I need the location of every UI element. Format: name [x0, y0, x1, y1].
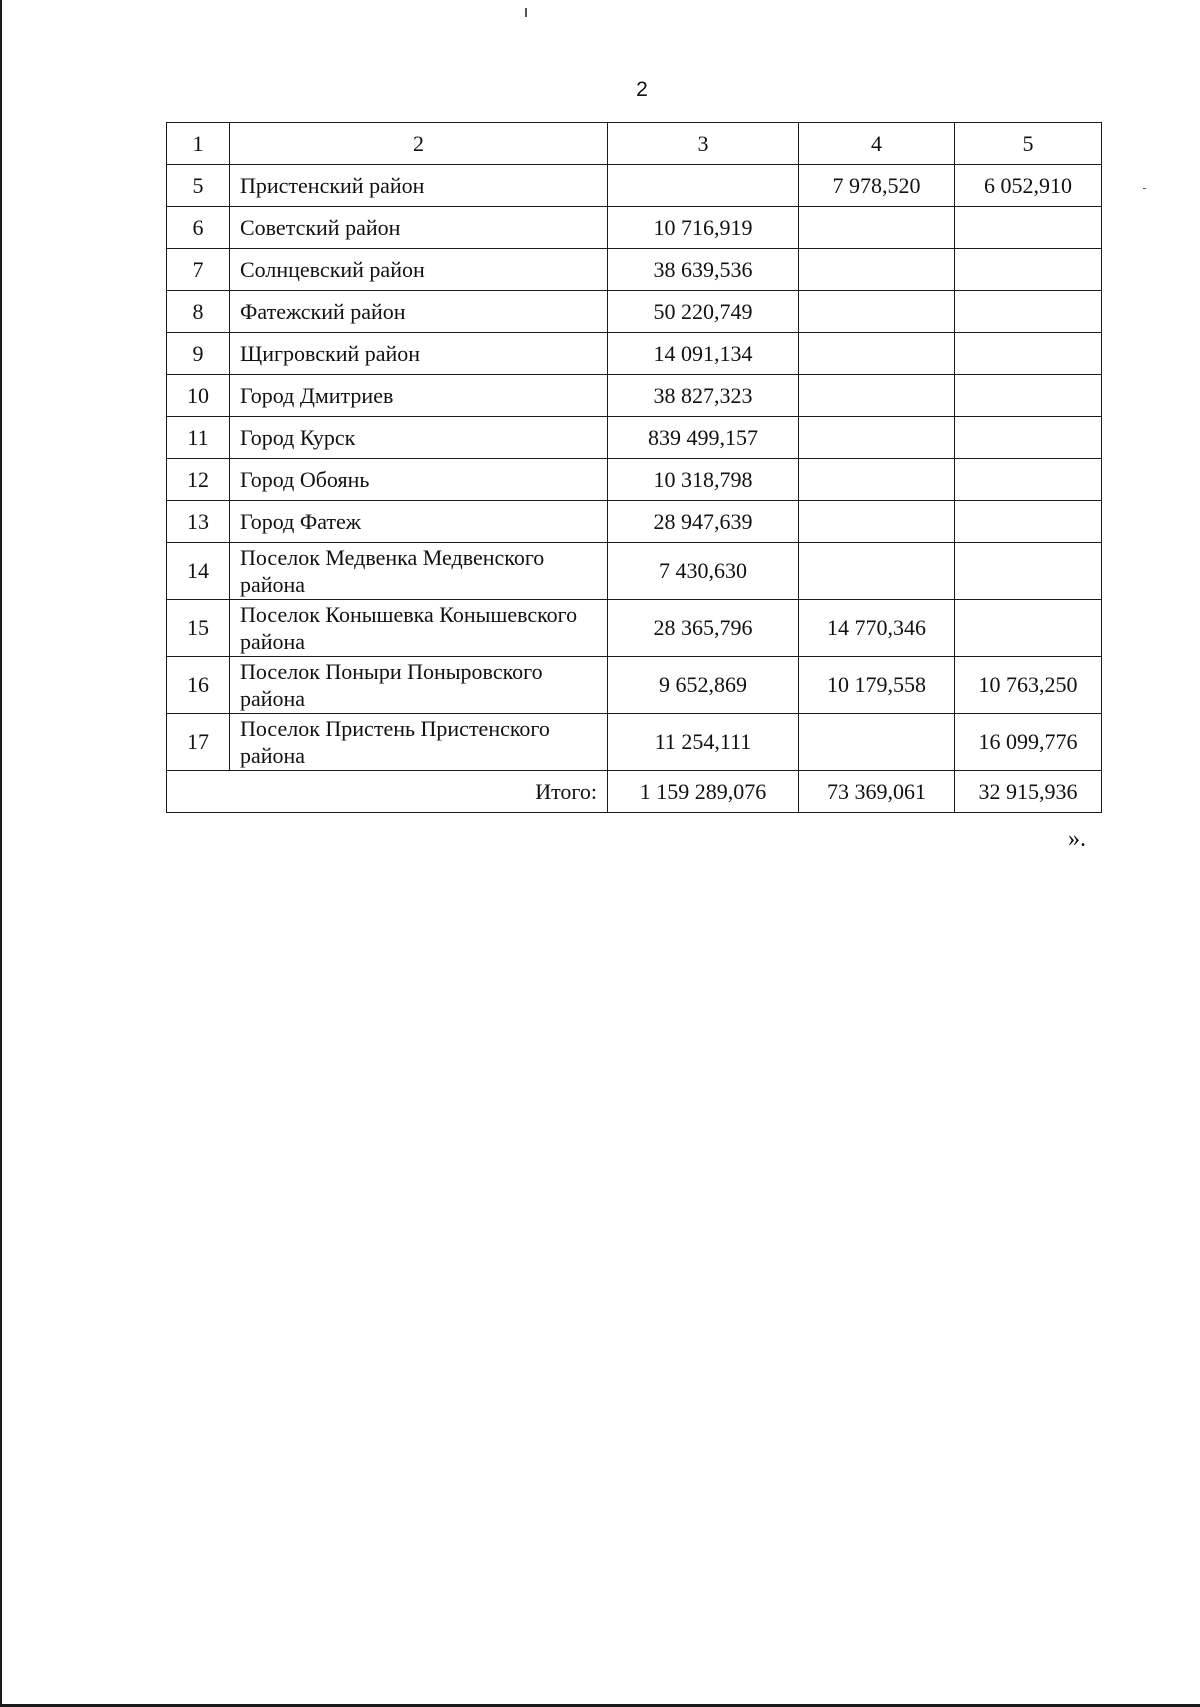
value-cell-col5	[955, 501, 1102, 543]
row-number-cell: 12	[167, 459, 230, 501]
value-cell-col3: 9 652,869	[608, 657, 799, 714]
value-cell-col4	[799, 333, 955, 375]
row-name-cell: Город Фатеж	[230, 501, 608, 543]
value-cell-col5: 16 099,776	[955, 714, 1102, 771]
table-row	[167, 333, 1102, 375]
header-cell: 2	[230, 123, 608, 165]
table-row	[167, 543, 1102, 600]
row-name-cell: Поселок Пристень Пристенского района	[230, 714, 608, 771]
row-number-cell: 17	[167, 714, 230, 771]
row-number-cell: 5	[167, 165, 230, 207]
table-row	[167, 600, 1102, 657]
table-row	[167, 417, 1102, 459]
table-row	[167, 714, 1102, 771]
value-cell-col3: 14 091,134	[608, 333, 799, 375]
table-row	[167, 459, 1102, 501]
value-cell-col5	[955, 543, 1102, 600]
value-cell-col3: 38 639,536	[608, 249, 799, 291]
table-total-row	[167, 771, 1102, 813]
value-cell-col4	[799, 714, 955, 771]
table-row	[167, 501, 1102, 543]
value-cell-col4: 14 770,346	[799, 600, 955, 657]
value-cell-col4: 7 978,520	[799, 165, 955, 207]
header-cell: 4	[799, 123, 955, 165]
row-name-cell: Поселок Конышевка Конышевского района	[230, 600, 608, 657]
header-cell: 1	[167, 123, 230, 165]
row-number-cell: 9	[167, 333, 230, 375]
value-cell-col4	[799, 249, 955, 291]
row-number-cell: 11	[167, 417, 230, 459]
table-row	[167, 657, 1102, 714]
value-cell-col4	[799, 459, 955, 501]
row-name-cell: Щигровский район	[230, 333, 608, 375]
value-cell-col3: 10 716,919	[608, 207, 799, 249]
value-cell-col3: 28 365,796	[608, 600, 799, 657]
value-cell-col5: 6 052,910	[955, 165, 1102, 207]
row-name-cell: Солнцевский район	[230, 249, 608, 291]
value-cell-col4	[799, 375, 955, 417]
row-name-cell: Город Курск	[230, 417, 608, 459]
value-cell-col4	[799, 543, 955, 600]
table-row	[167, 375, 1102, 417]
row-name-cell: Город Обоянь	[230, 459, 608, 501]
value-cell-col3: 7 430,630	[608, 543, 799, 600]
value-cell-col5	[955, 291, 1102, 333]
value-cell-col4	[799, 501, 955, 543]
value-cell-col5	[955, 249, 1102, 291]
value-cell-col3: 10 318,798	[608, 459, 799, 501]
value-cell-col5	[955, 207, 1102, 249]
data-table	[166, 122, 1102, 813]
total-value-c4: 73 369,061	[799, 771, 955, 813]
row-number-cell: 6	[167, 207, 230, 249]
row-number-cell: 10	[167, 375, 230, 417]
closing-quote-mark: ».	[1068, 826, 1086, 852]
row-number-cell: 15	[167, 600, 230, 657]
value-cell-col3	[608, 165, 799, 207]
row-number-cell: 7	[167, 249, 230, 291]
table-row	[167, 249, 1102, 291]
value-cell-col5	[955, 375, 1102, 417]
value-cell-col4	[799, 207, 955, 249]
row-number-cell: 8	[167, 291, 230, 333]
value-cell-col3: 50 220,749	[608, 291, 799, 333]
value-cell-col3: 839 499,157	[608, 417, 799, 459]
row-number-cell: 16	[167, 657, 230, 714]
row-name-cell: Советский район	[230, 207, 608, 249]
page-number: 2	[636, 78, 648, 101]
value-cell-col4	[799, 417, 955, 459]
scan-edge-left	[0, 0, 2, 1707]
total-value-c5: 32 915,936	[955, 771, 1102, 813]
table-row	[167, 165, 1102, 207]
scan-speck	[525, 8, 527, 17]
value-cell-col5	[955, 417, 1102, 459]
table-row	[167, 207, 1102, 249]
row-name-cell: Поселок Поныри Поныровского района	[230, 657, 608, 714]
row-name-cell: Поселок Медвенка Медвенского района	[230, 543, 608, 600]
row-name-cell: Пристенский район	[230, 165, 608, 207]
header-cell: 3	[608, 123, 799, 165]
total-label: Итого:	[167, 771, 608, 813]
value-cell-col3: 28 947,639	[608, 501, 799, 543]
value-cell-col5	[955, 333, 1102, 375]
header-cell: 5	[955, 123, 1102, 165]
total-value-c3: 1 159 289,076	[608, 771, 799, 813]
value-cell-col4: 10 179,558	[799, 657, 955, 714]
value-cell-col3: 38 827,323	[608, 375, 799, 417]
table-header-row	[167, 123, 1102, 165]
value-cell-col5	[955, 459, 1102, 501]
scan-speck	[1143, 188, 1146, 189]
value-cell-col3: 11 254,111	[608, 714, 799, 771]
value-cell-col5: 10 763,250	[955, 657, 1102, 714]
row-number-cell: 13	[167, 501, 230, 543]
table-body	[167, 123, 1102, 813]
value-cell-col5	[955, 600, 1102, 657]
table-row	[167, 291, 1102, 333]
row-name-cell: Город Дмитриев	[230, 375, 608, 417]
row-number-cell: 14	[167, 543, 230, 600]
row-name-cell: Фатежский район	[230, 291, 608, 333]
value-cell-col4	[799, 291, 955, 333]
